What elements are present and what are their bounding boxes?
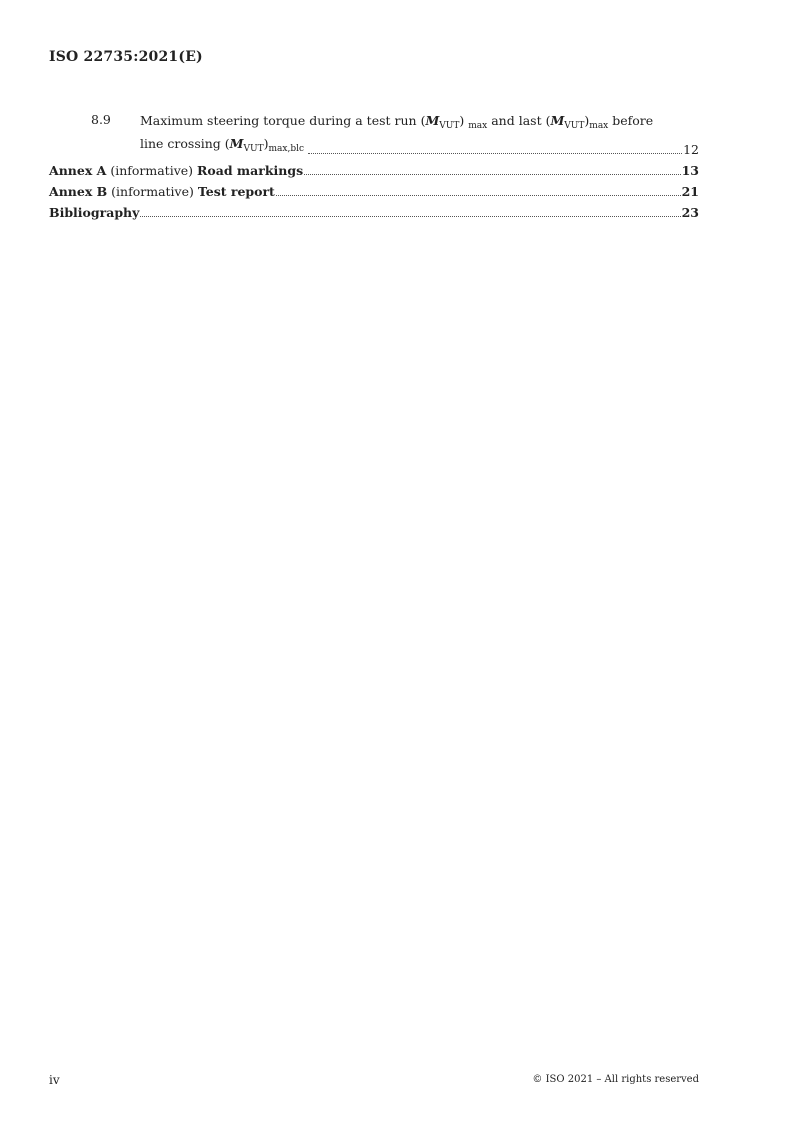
page-number: iv xyxy=(49,1073,60,1087)
document-id: ISO 22735:2021(E) xyxy=(49,49,203,65)
toc-entry-text xyxy=(140,112,699,158)
toc-entry-line-2 xyxy=(140,135,699,158)
bibliography-title: Bibliography xyxy=(49,205,140,220)
symbol: M xyxy=(425,113,440,128)
subscript: max xyxy=(589,121,609,131)
text: Maximum steering torque during a test run ( xyxy=(140,113,426,128)
annex-label: Annex B xyxy=(49,184,108,199)
annex-note: (informative) xyxy=(106,163,198,178)
toc-page-number: 23 xyxy=(681,205,699,220)
toc-page-number: 13 xyxy=(681,163,699,178)
subscript: max,blc xyxy=(268,144,305,154)
annex-title: Test report xyxy=(197,184,275,199)
toc-entry-annex-b[interactable] xyxy=(49,183,699,200)
toc-entry-line-1 xyxy=(140,112,699,135)
text: and last ( xyxy=(487,113,551,128)
dot-leader xyxy=(140,216,680,217)
toc-page-number: 21 xyxy=(681,184,699,199)
table-of-contents xyxy=(49,112,699,225)
toc-entry-label xyxy=(49,204,139,221)
toc-page-number: 12 xyxy=(683,142,699,157)
symbol: M xyxy=(550,113,565,128)
toc-entry-8-9[interactable] xyxy=(49,112,699,158)
annex-label: Annex A xyxy=(49,163,107,178)
subscript: VUT xyxy=(564,121,585,131)
toc-entry-label xyxy=(49,162,303,179)
symbol: M xyxy=(229,136,244,151)
dot-leader xyxy=(276,195,681,196)
dot-leader xyxy=(308,153,682,154)
toc-entry-label xyxy=(49,183,275,200)
text: ) xyxy=(584,113,590,128)
subscript: VUT xyxy=(439,121,460,131)
text: ) xyxy=(263,136,269,151)
copyright-notice: © ISO 2021 – All rights reserved xyxy=(532,1074,699,1085)
toc-entry-bibliography[interactable] xyxy=(49,204,699,221)
toc-entry-number: 8.9 xyxy=(91,112,111,127)
toc-entry-line-2-label xyxy=(140,135,304,158)
annex-title: Road markings xyxy=(197,163,304,178)
text: ) xyxy=(459,113,465,128)
annex-note: (informative) xyxy=(107,184,198,199)
text: line crossing ( xyxy=(140,136,230,151)
dot-leader xyxy=(304,174,680,175)
text: before xyxy=(608,113,654,128)
toc-entry-annex-a[interactable] xyxy=(49,162,699,179)
subscript: VUT xyxy=(243,144,264,154)
subscript: max xyxy=(468,121,488,131)
